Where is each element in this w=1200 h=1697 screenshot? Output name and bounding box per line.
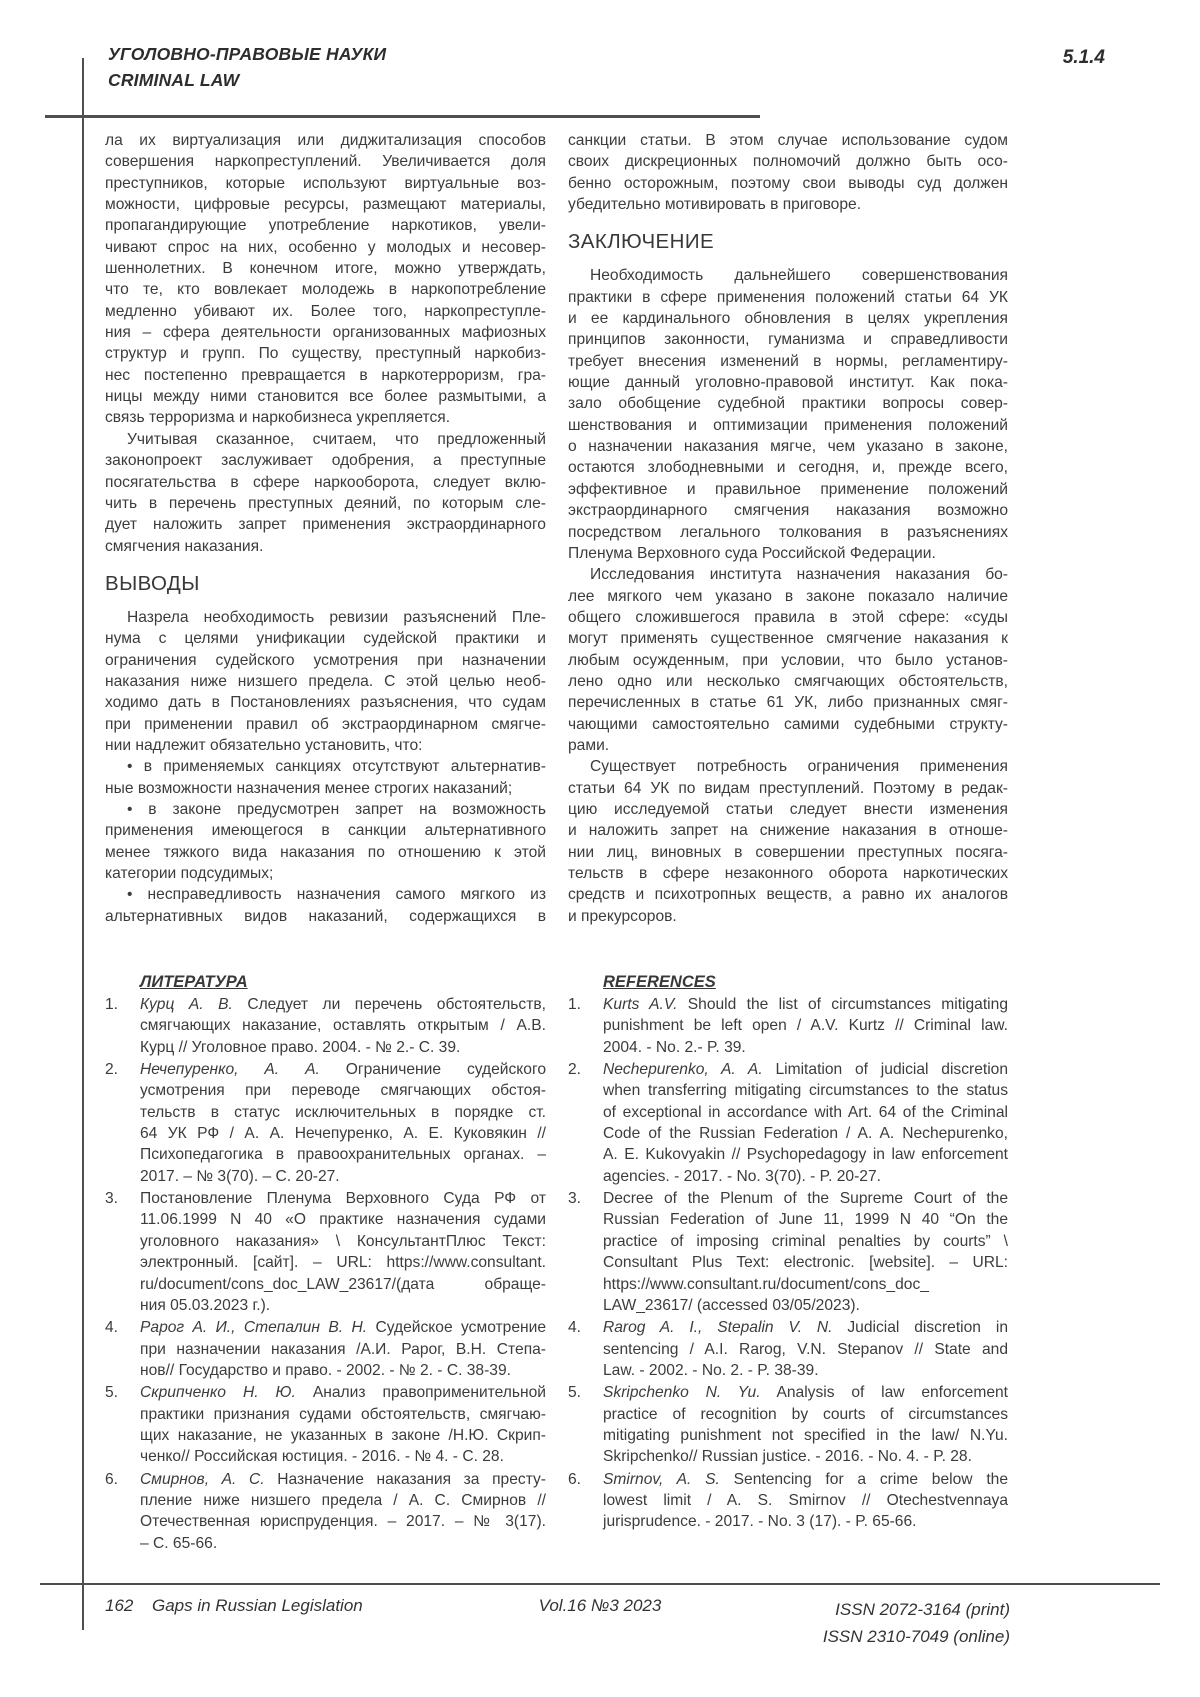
text-line: Курц // Уголовное право. 2004. - № 2.- С. 39. — [140, 1038, 461, 1056]
paragraph — [568, 564, 1008, 756]
text-line: Code of the Russian Federation / A. A. Nechepurenko, — [603, 1125, 1008, 1143]
author-name: Смирнов, А. С. — [140, 1470, 265, 1488]
text-line: Курц А. В. Следует ли перечень обстоятельств, — [140, 996, 546, 1014]
text-line: смягчающих наказание, оставлять открытым / А.В. — [140, 1017, 546, 1035]
text-line: Rarog A. I., Stepalin V. N. Judicial discretion in — [603, 1319, 1008, 1337]
page-number: 162 — [105, 1596, 134, 1615]
text-line: jurisprudence. - 2017. - No. 3 (17). - P. 65-66. — [603, 1513, 917, 1531]
text-line: тельств в статус исключительных в порядке ст. — [140, 1103, 546, 1121]
article-code: 5.1.4 — [1062, 47, 1105, 68]
text-line: ченко// Российская юстиция. - 2016. - № 4. - С. 28. — [140, 1448, 504, 1466]
text-line: эффективное и правильное применение положений — [568, 480, 1008, 498]
author-name: Kurts A.V. — [603, 996, 678, 1014]
literature-heading: ЛИТЕРАТУРА — [140, 973, 248, 992]
text-line: Постановление Пленума Верховного Суда РФ от — [140, 1190, 546, 1208]
text-line: общего сложившегося правила в этой сфере: «суды — [568, 608, 1008, 626]
text-line: • несправедливость назначения самого мягкого из — [127, 886, 546, 904]
text-line: усмотрения при переводе смягчающих обстоя- — [140, 1082, 546, 1100]
text-line: что те, кто вовлекает молодежь в наркопотребление — [105, 281, 546, 299]
text-line: нии надлежит обязательно установить, что: — [105, 736, 423, 754]
reference-item — [105, 1469, 546, 1554]
text-line: Smirnov, A. S. Sentencing for a crime below the — [603, 1470, 1008, 1488]
journal-title: Gaps in Russian Legislation — [152, 1596, 363, 1615]
text-line: чивают спрос на них, особенно у молодых и несовер- — [105, 238, 546, 256]
text-line: ла их виртуализация или диджитализация способов — [105, 132, 546, 149]
author-name: Rarog A. I., Stepalin V. N. — [603, 1319, 833, 1337]
text-line: A. E. Kukovyakin // Psychopedagogy in law enforcement — [603, 1146, 1008, 1164]
text-line: при применении правил об экстраординарном смягче- — [105, 715, 546, 733]
paragraph — [105, 607, 546, 756]
text-line: mitigating punishment not specified in the law/ N.Yu. — [603, 1426, 1008, 1444]
text-line: ru/document/cons_doc_LAW_23617/(дата обраще- — [140, 1275, 546, 1293]
text-line: могут применять существенное смягчение наказания к — [568, 630, 1008, 648]
reference-number: 3. — [568, 1190, 582, 1208]
text-line: Назрела необходимость ревизии разъяснений Пле- — [127, 608, 546, 626]
text-line: остаются злободневными и сегодня, и, прежде всего, — [568, 459, 1008, 477]
text-line: Исследования института назначения наказания бо- — [590, 566, 1008, 584]
text-line: и наложить запрет на снижение наказания в отноше- — [568, 822, 1008, 840]
conclusion-heading-ru: ЗАКЛЮЧЕНИЕ — [568, 230, 715, 254]
text-line: Смирнов, А. С. Назначение наказания за престу- — [140, 1470, 546, 1488]
text-line: sentencing / A.I. Rarog, V.N. Stepanov // State and — [603, 1340, 1008, 1358]
paragraph-continuation — [105, 130, 546, 429]
text-line: • в законе предусмотрен запрет на возможность — [127, 800, 546, 818]
text-line: ные возможности назначения менее строгих наказаний; — [105, 779, 513, 797]
bullet-item — [105, 884, 546, 927]
text-line: зало обобщение судебной практики вопросы совер- — [568, 395, 1008, 413]
text-line: Рарог А. И., Степалин В. Н. Судейское усмотрение — [140, 1319, 547, 1337]
reference-text — [140, 994, 546, 1058]
text-line: practice of imposing criminal penalties by courts” \ — [603, 1232, 1008, 1250]
text-line: ходимо дать в Постановлениях разъяснения, что судам — [105, 694, 546, 712]
text-line: Психопедагогика в правоохранительных органах. – — [140, 1146, 546, 1164]
reference-text — [140, 1469, 546, 1554]
text-line: электронный. [сайт]. – URL: https://www.consultant. — [140, 1254, 546, 1272]
text-line: о назначении наказания мягче, чем указано в законе, — [568, 438, 1008, 456]
text-line: бенно осторожным, поэтому свои выводы суд должен — [568, 174, 1008, 192]
header-rule — [45, 115, 760, 118]
text-line: пление ниже низшего предела / А. С. Смирнов // — [140, 1491, 546, 1509]
text-line: https://www.consultant.ru/document/cons_doc_ — [603, 1275, 929, 1293]
text-line: структур и групп. По существу, преступный наркобиз- — [105, 345, 546, 363]
paragraph — [105, 429, 546, 557]
author-name: Скрипченко Н. Ю. — [140, 1384, 296, 1402]
text-line: медленно убивают их. Более того, наркопреступле- — [105, 302, 546, 320]
references-heading: REFERENCES — [603, 973, 716, 992]
text-line: Decree of the Plenum of the Supreme Court of the — [603, 1190, 1008, 1208]
text-line: любым осужденным, при условии, что было установ- — [568, 651, 1008, 669]
text-line: 2017. – № 3(70). – С. 20-27. — [140, 1167, 340, 1185]
text-line: Отечественная юриспруденция. – 2017. – № 3(17). — [140, 1513, 546, 1531]
text-line: статьи 64 УК по видам преступлений. Поэтому в редак- — [568, 779, 1008, 797]
text-line: применения имеющегося в санкции альтернативного — [105, 822, 546, 840]
text-line: Skripchenko// Russian justice. - 2016. - No. 4. - P. 28. — [603, 1448, 972, 1466]
author-name: Рарог А. И., Степалин В. Н. — [140, 1319, 368, 1337]
text-line: нов// Государство и право. - 2002. - № 2. - С. 38-39. — [140, 1361, 511, 1379]
reference-text — [603, 1059, 1008, 1187]
reference-item — [568, 1382, 1008, 1467]
text-line: lowest limit / A. S. Smirnov // Otechestvennaya — [603, 1491, 1008, 1509]
text-line: дует наложить запрет применения экстраординарного — [105, 516, 546, 534]
section-title-en: CRIMINAL LAW — [108, 70, 240, 90]
reference-text — [140, 1059, 546, 1187]
text-line: рами. — [568, 736, 610, 754]
text-line: 2004. - No. 2.- P. 39. — [603, 1038, 746, 1056]
text-line: ницы между ними становится все более размытыми, а — [105, 388, 546, 406]
text-line: шеннолетних. В конечном итоге, можно утверждать, — [105, 260, 546, 278]
text-line: ограничения судейского усмотрения при назначении — [105, 651, 546, 669]
paragraph-continuation — [568, 130, 1008, 215]
text-line: when transferring mitigating circumstances to the status — [603, 1082, 1008, 1100]
reference-item — [105, 1059, 546, 1187]
text-line: – С. 65-66. — [140, 1534, 218, 1552]
text-line: требует внесения изменений в нормы, регламентиру- — [568, 352, 1008, 370]
text-line: принципов законности, гуманизма и справедливости — [568, 331, 1008, 349]
text-line: уголовного наказания» \ КонсультантПлюс Текст: — [140, 1232, 546, 1250]
text-line: тельств в сфере незаконного оборота наркотических — [568, 865, 1008, 882]
text-line: LAW_23617/ (accessed 03/05/2023). — [603, 1296, 860, 1314]
reference-text — [603, 1188, 1008, 1316]
text-line: можности, цифровые ресурсы, размещают материалы, — [105, 196, 546, 214]
issn-print: ISSN 2072-3164 (print) — [835, 1600, 1010, 1619]
text-line: 11.06.1999 N 40 «О практике назначения судами — [140, 1211, 546, 1229]
text-line: ния 05.03.2023 г.). — [140, 1296, 271, 1314]
text-line: убедительно мотивировать в приговоре. — [568, 196, 862, 214]
reference-item — [105, 1382, 546, 1467]
reference-number: 4. — [105, 1319, 119, 1337]
text-line: нии лиц, виновных в совершении преступных посяга- — [568, 843, 1008, 861]
text-line: посягательства в сфере наркооборота, следует вклю- — [105, 473, 546, 491]
issn-online: ISSN 2310-7049 (online) — [822, 1627, 1010, 1646]
issn-block — [823, 1596, 1010, 1650]
text-line: цию исследуемой статьи следует внести изменения — [568, 800, 1008, 818]
reference-text — [140, 1382, 546, 1467]
text-line: чить в перечень преступных деяний, по которым сле- — [105, 494, 546, 512]
text-line: экстраординарного смягчения наказания возможно — [568, 502, 1008, 520]
text-line: Нечепуренко, А. А. Ограничение судейского — [140, 1061, 546, 1079]
reference-number: 2. — [105, 1061, 119, 1079]
author-name: Нечепуренко, А. А. — [140, 1061, 320, 1079]
text-line: ющие данный уголовно-правовой институт. Как пока- — [568, 374, 1008, 392]
text-line: средств и психотропных веществ, а равно их аналогов — [568, 886, 1008, 904]
author-name: Smirnov, A. S. — [603, 1470, 720, 1488]
text-line: Учитывая сказанное, считаем, что предложенный — [127, 430, 546, 448]
text-line: законопроект заслуживает одобрения, а преступные — [105, 452, 546, 470]
left-column — [105, 130, 546, 1554]
text-line: лено одно или несколько смягчающих обстоятельств, — [568, 672, 1008, 690]
text-line: agencies. - 2017. - No. 3(70). - P. 20-27. — [603, 1167, 881, 1185]
author-name: Nechepurenko, A. A. — [603, 1061, 763, 1079]
text-line: Nechepurenko, A. A. Limitation of judicial discretion — [603, 1061, 1009, 1079]
reference-number: 4. — [568, 1319, 582, 1337]
reference-text — [603, 1317, 1008, 1381]
text-line: перечисленных в статье 61 УК, либо признанных смяг- — [568, 694, 1008, 712]
section-title-ru: УГОЛОВНО-ПРАВОВЫЕ НАУКИ — [108, 44, 387, 64]
text-line: своих дискреционных полномочий должно быть осо- — [568, 153, 1008, 171]
text-line: связь терроризма и наркобизнеса укрепляется. — [105, 409, 451, 427]
text-line: пропагандирующие употребление наркотиков, увели- — [105, 217, 546, 235]
text-line: • в применяемых санкциях отсутствуют альтернатив- — [127, 758, 546, 776]
text-line: практики признания судами обстоятельств, смягчаю- — [140, 1405, 546, 1423]
footer-rule — [40, 1583, 1160, 1585]
text-line: лее мягкого чем указано в законе показало наличие — [568, 587, 1008, 605]
text-line: Kurts A.V. Should the list of circumstances mitigating — [603, 996, 1008, 1014]
volume-issue: Vol.16 №3 2023 — [538, 1596, 662, 1615]
author-name: Курц А. В. — [140, 996, 233, 1014]
reference-number: 1. — [568, 996, 582, 1014]
text-line: посредством легального толкования в разъяснениях — [568, 523, 1008, 541]
text-line: Существует потребность ограничения применения — [590, 758, 1008, 776]
paragraph — [568, 756, 1008, 927]
text-line: punishment be left open / A.V. Kurtz // Criminal law. — [603, 1017, 1008, 1035]
reference-number: 3. — [105, 1190, 119, 1208]
text-line: совершения наркопреступлений. Увеличивается доля — [105, 153, 546, 171]
text-line: нума с целями унификации судейской практики и — [105, 630, 546, 648]
reference-item — [568, 994, 1008, 1058]
literature-list — [105, 994, 546, 1554]
reference-item — [105, 994, 546, 1058]
text-line: Russian Federation of June 11, 1999 N 40 “On the — [603, 1211, 1008, 1229]
text-line: наказания ниже низшего предела. С этой целью необ- — [105, 672, 546, 690]
paragraph — [568, 265, 1008, 564]
reference-text — [603, 1382, 1008, 1467]
reference-text — [140, 1188, 546, 1316]
bullet-item — [105, 799, 546, 884]
text-line: 64 УК РФ / А. А. Нечепуренко, А. Е. Куковякин // — [140, 1125, 546, 1143]
text-line: и прекурсоров. — [568, 907, 677, 925]
conclusions-heading-ru: ВЫВОДЫ — [105, 571, 200, 595]
reference-text — [603, 1469, 1008, 1533]
reference-number: 5. — [568, 1384, 582, 1402]
left-margin-rule — [82, 58, 84, 1630]
reference-number: 2. — [568, 1061, 582, 1079]
reference-item — [568, 1469, 1008, 1533]
text-line: смягчения наказания. — [105, 537, 264, 555]
reference-number: 1. — [105, 996, 119, 1014]
text-line: категории подсудимых; — [105, 865, 274, 882]
reference-item — [568, 1059, 1008, 1187]
text-line: менее тяжкого вида наказания по отношению к этой — [105, 843, 546, 861]
references-list — [568, 994, 1008, 1533]
text-line: Пленума Верховного суда Российской Федерации. — [568, 544, 936, 562]
reference-number: 6. — [105, 1470, 119, 1488]
right-column — [568, 130, 1008, 1554]
reference-item — [105, 1188, 546, 1316]
text-line: Скрипченко Н. Ю. Анализ правоприменительной — [140, 1384, 546, 1402]
text-line: при назначении наказания /А.И. Рарог, В.Н. Степа- — [140, 1340, 546, 1358]
text-line: альтернативных видов наказаний, содержащихся в — [105, 907, 546, 925]
text-line: Consultant Plus Text: electronic. [website]. – URL: — [603, 1254, 1008, 1272]
reference-number: 5. — [105, 1384, 119, 1402]
text-line: и ее кардинального обновления в целях укрепления — [568, 310, 1008, 328]
text-line: преступников, которые используют виртуальные воз- — [105, 174, 546, 192]
text-line: нес постепенно превращается в наркотерроризм, гра- — [105, 366, 546, 384]
bullet-item — [105, 756, 546, 799]
text-line: Skripchenko N. Yu. Analysis of law enforcement — [603, 1384, 1008, 1402]
text-line: Law. - 2002. - No. 2. - P. 38-39. — [603, 1361, 819, 1379]
text-line: practice of recognition by courts of circumstances — [603, 1405, 1008, 1423]
article-body — [105, 130, 1008, 1554]
reference-text — [140, 1317, 546, 1381]
text-line: шенствования и оптимизации применения положений — [568, 416, 1008, 434]
text-line: щих наказание, не указанных в законе /Н.Ю. Скрип- — [140, 1426, 546, 1444]
reference-number: 6. — [568, 1470, 582, 1488]
text-line: ния – сфера деятельности организованных мафиозных — [105, 324, 546, 342]
text-line: санкции статьи. В этом случае использование судом — [568, 132, 1008, 149]
author-name: Skripchenko N. Yu. — [603, 1384, 761, 1402]
reference-text — [603, 994, 1008, 1058]
reference-item — [105, 1317, 546, 1381]
text-line: Необходимость дальнейшего совершенствования — [590, 267, 1008, 285]
text-line: чающими самостоятельно самими судебными структу- — [568, 715, 1008, 733]
text-line: практики в сфере применения положений статьи 64 УК — [568, 288, 1008, 306]
reference-item — [568, 1317, 1008, 1381]
reference-item — [568, 1188, 1008, 1316]
text-line: of exceptional in accordance with Art. 64 of the Criminal — [603, 1103, 1008, 1121]
